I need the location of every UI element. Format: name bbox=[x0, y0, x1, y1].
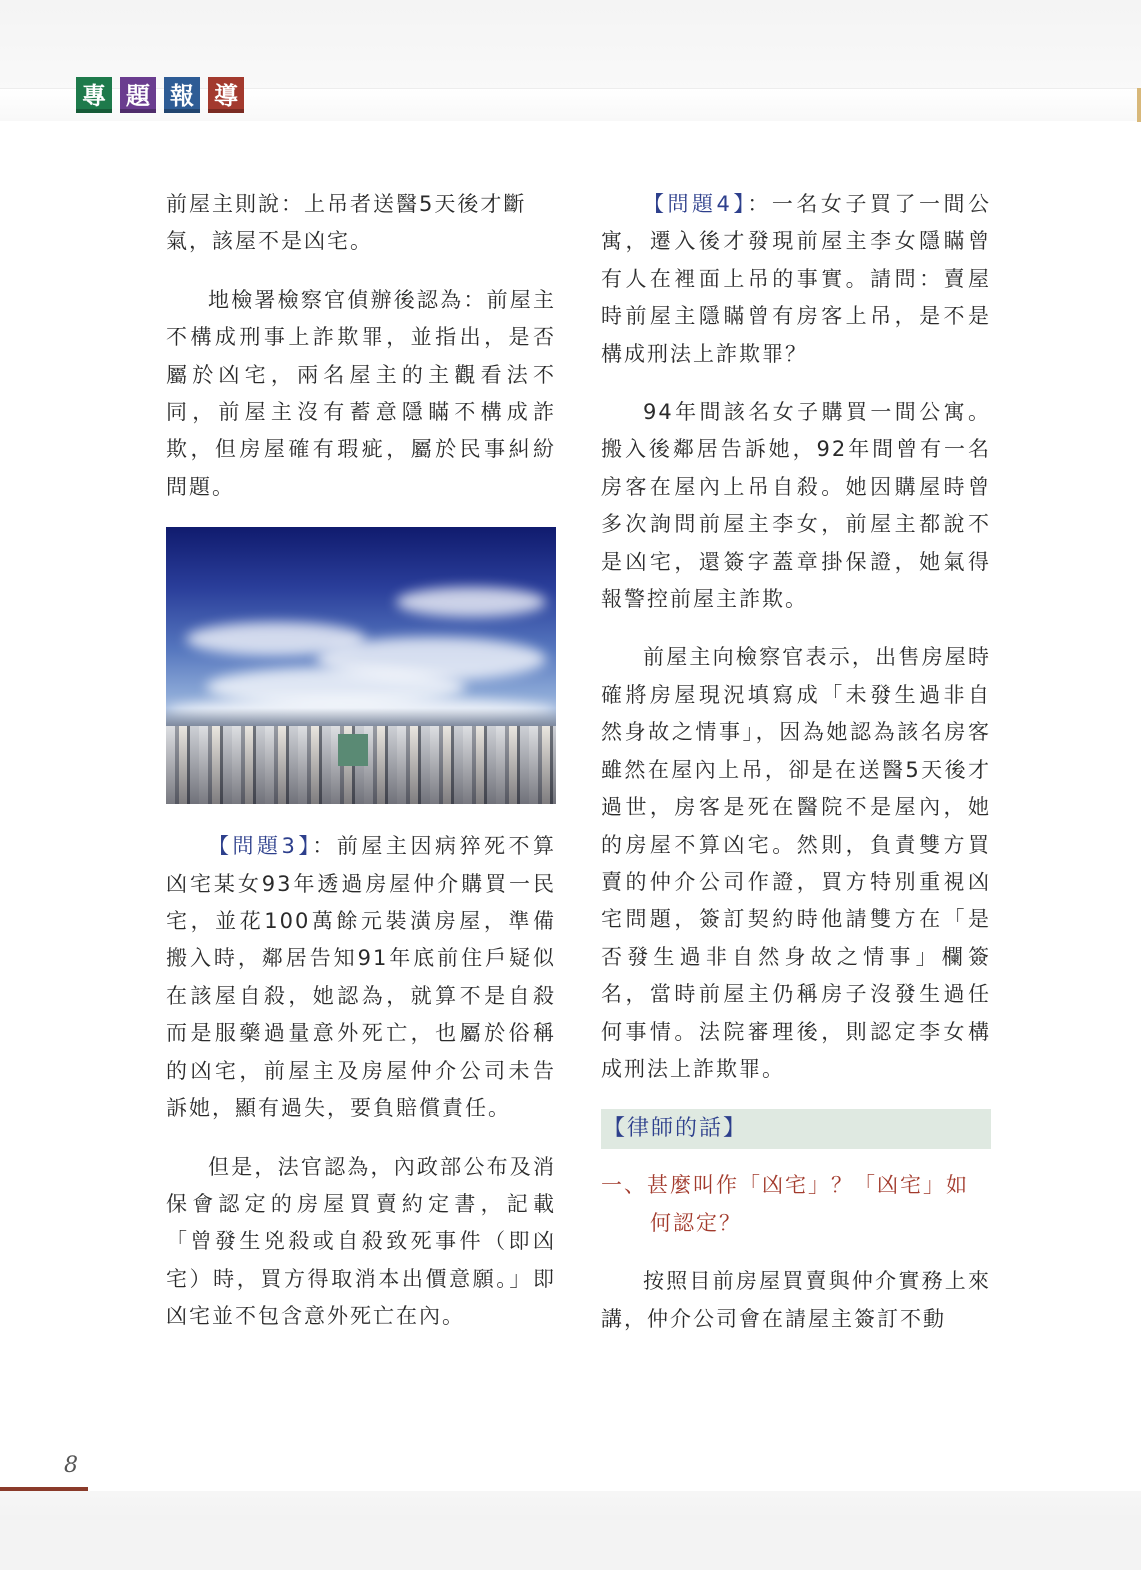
section-tag-3: 報 bbox=[164, 77, 200, 113]
header-accent bbox=[1137, 88, 1141, 122]
section-tag-4: 導 bbox=[208, 77, 244, 113]
city-skyline-photo bbox=[166, 527, 556, 804]
section-heading-lawyer: 【律師的話】 bbox=[601, 1109, 991, 1149]
section-tag-1: 專 bbox=[76, 77, 112, 113]
question-label: 【問題3】 bbox=[208, 834, 313, 859]
section-tags bbox=[76, 77, 244, 113]
paragraph: 但是，法官認為，內政部公布及消保會認定的房屋買賣約定書，記載「曾發生兇殺或自殺致死事件（即凶宅）時，買方得取消本出價意願。」即凶宅並不包含意外死亡在內。 bbox=[166, 1154, 556, 1329]
paragraph: 按照目前房屋買賣與仲介實務上來講，仲介公司會在請屋主簽訂不動 bbox=[601, 1269, 991, 1331]
paragraph bbox=[166, 186, 556, 261]
subheading-line: 一、甚麼叫作「凶宅」？「凶宅」如 bbox=[601, 1173, 969, 1198]
paragraph: 前屋主向檢察官表示，出售房屋時確將房屋現況填寫成「未發生過非自然身故之情事」，因為她認為該名房客雖然在屋內上吊，卻是在送醫5天後才過世，房客是死在醫院不是屋內，她的房屋不算凶宅。然則，負責雙方買賣的仲介公司作證，買方特別重視凶宅問題，簽訂契約時他請雙方在「是否發生過非自然身故之情事」欄簽名，當時前屋主仍稱房子沒發生過任何事情。法院審理後，則認定李女構成刑法上詐欺罪。 bbox=[601, 645, 991, 1081]
subheading bbox=[601, 1167, 991, 1242]
subheading-line: 何認定？ bbox=[650, 1210, 742, 1235]
paragraph bbox=[601, 186, 991, 373]
paragraph bbox=[166, 828, 556, 1127]
section-tag-2: 題 bbox=[120, 77, 156, 113]
left-column bbox=[166, 186, 556, 1357]
paragraph: 94年間該名女子購買一間公寓。搬入後鄰居告訴她，92年間曾有一名房客在屋內上吊自殺。她因購屋時曾多次詢問前屋主李女，前屋主都說不是凶宅，還簽字蓋章掛保證，她氣得報警控前屋主詐欺。 bbox=[601, 400, 991, 612]
question-label: 【問題4】 bbox=[643, 192, 748, 216]
footer-band-inner bbox=[0, 1515, 1141, 1570]
question-text: ：前屋主因病猝死不算凶宅某女93年透過房屋仲介購買一民宅，並花100萬餘元裝潢房屋，準備搬入時，鄰居告知91年底前住戶疑似在該屋自殺，她認為，就算不是自殺而是服藥過量意外死亡，也屬於俗稱的凶宅，前屋主及房屋仲介公司未告訴她，顯有過失，要負賠償責任。 bbox=[166, 834, 556, 1121]
paragraph: 地檢署檢察官偵辦後認為：前屋主不構成刑事上詐欺罪，並指出，是否屬於凶宅，兩名屋主的主觀看法不同，前屋主沒有蓄意隱瞞不構成詐欺，但房屋確有瑕疵，屬於民事糾紛問題。 bbox=[166, 287, 556, 499]
text-line: 前屋主則說：上吊者送醫5天後才斷 bbox=[166, 192, 527, 216]
page-number: 8 bbox=[64, 1453, 78, 1478]
question-text: ：一名女子買了一間公寓，遷入後才發現前屋主李女隱瞞曾有人在裡面上吊的事實。請問：賣屋時前屋主隱瞞曾有房客上吊，是不是構成刑法上詐欺罪？ bbox=[601, 192, 991, 366]
text-line: 氣，該屋不是凶宅。 bbox=[166, 229, 373, 254]
right-column bbox=[601, 186, 991, 1359]
